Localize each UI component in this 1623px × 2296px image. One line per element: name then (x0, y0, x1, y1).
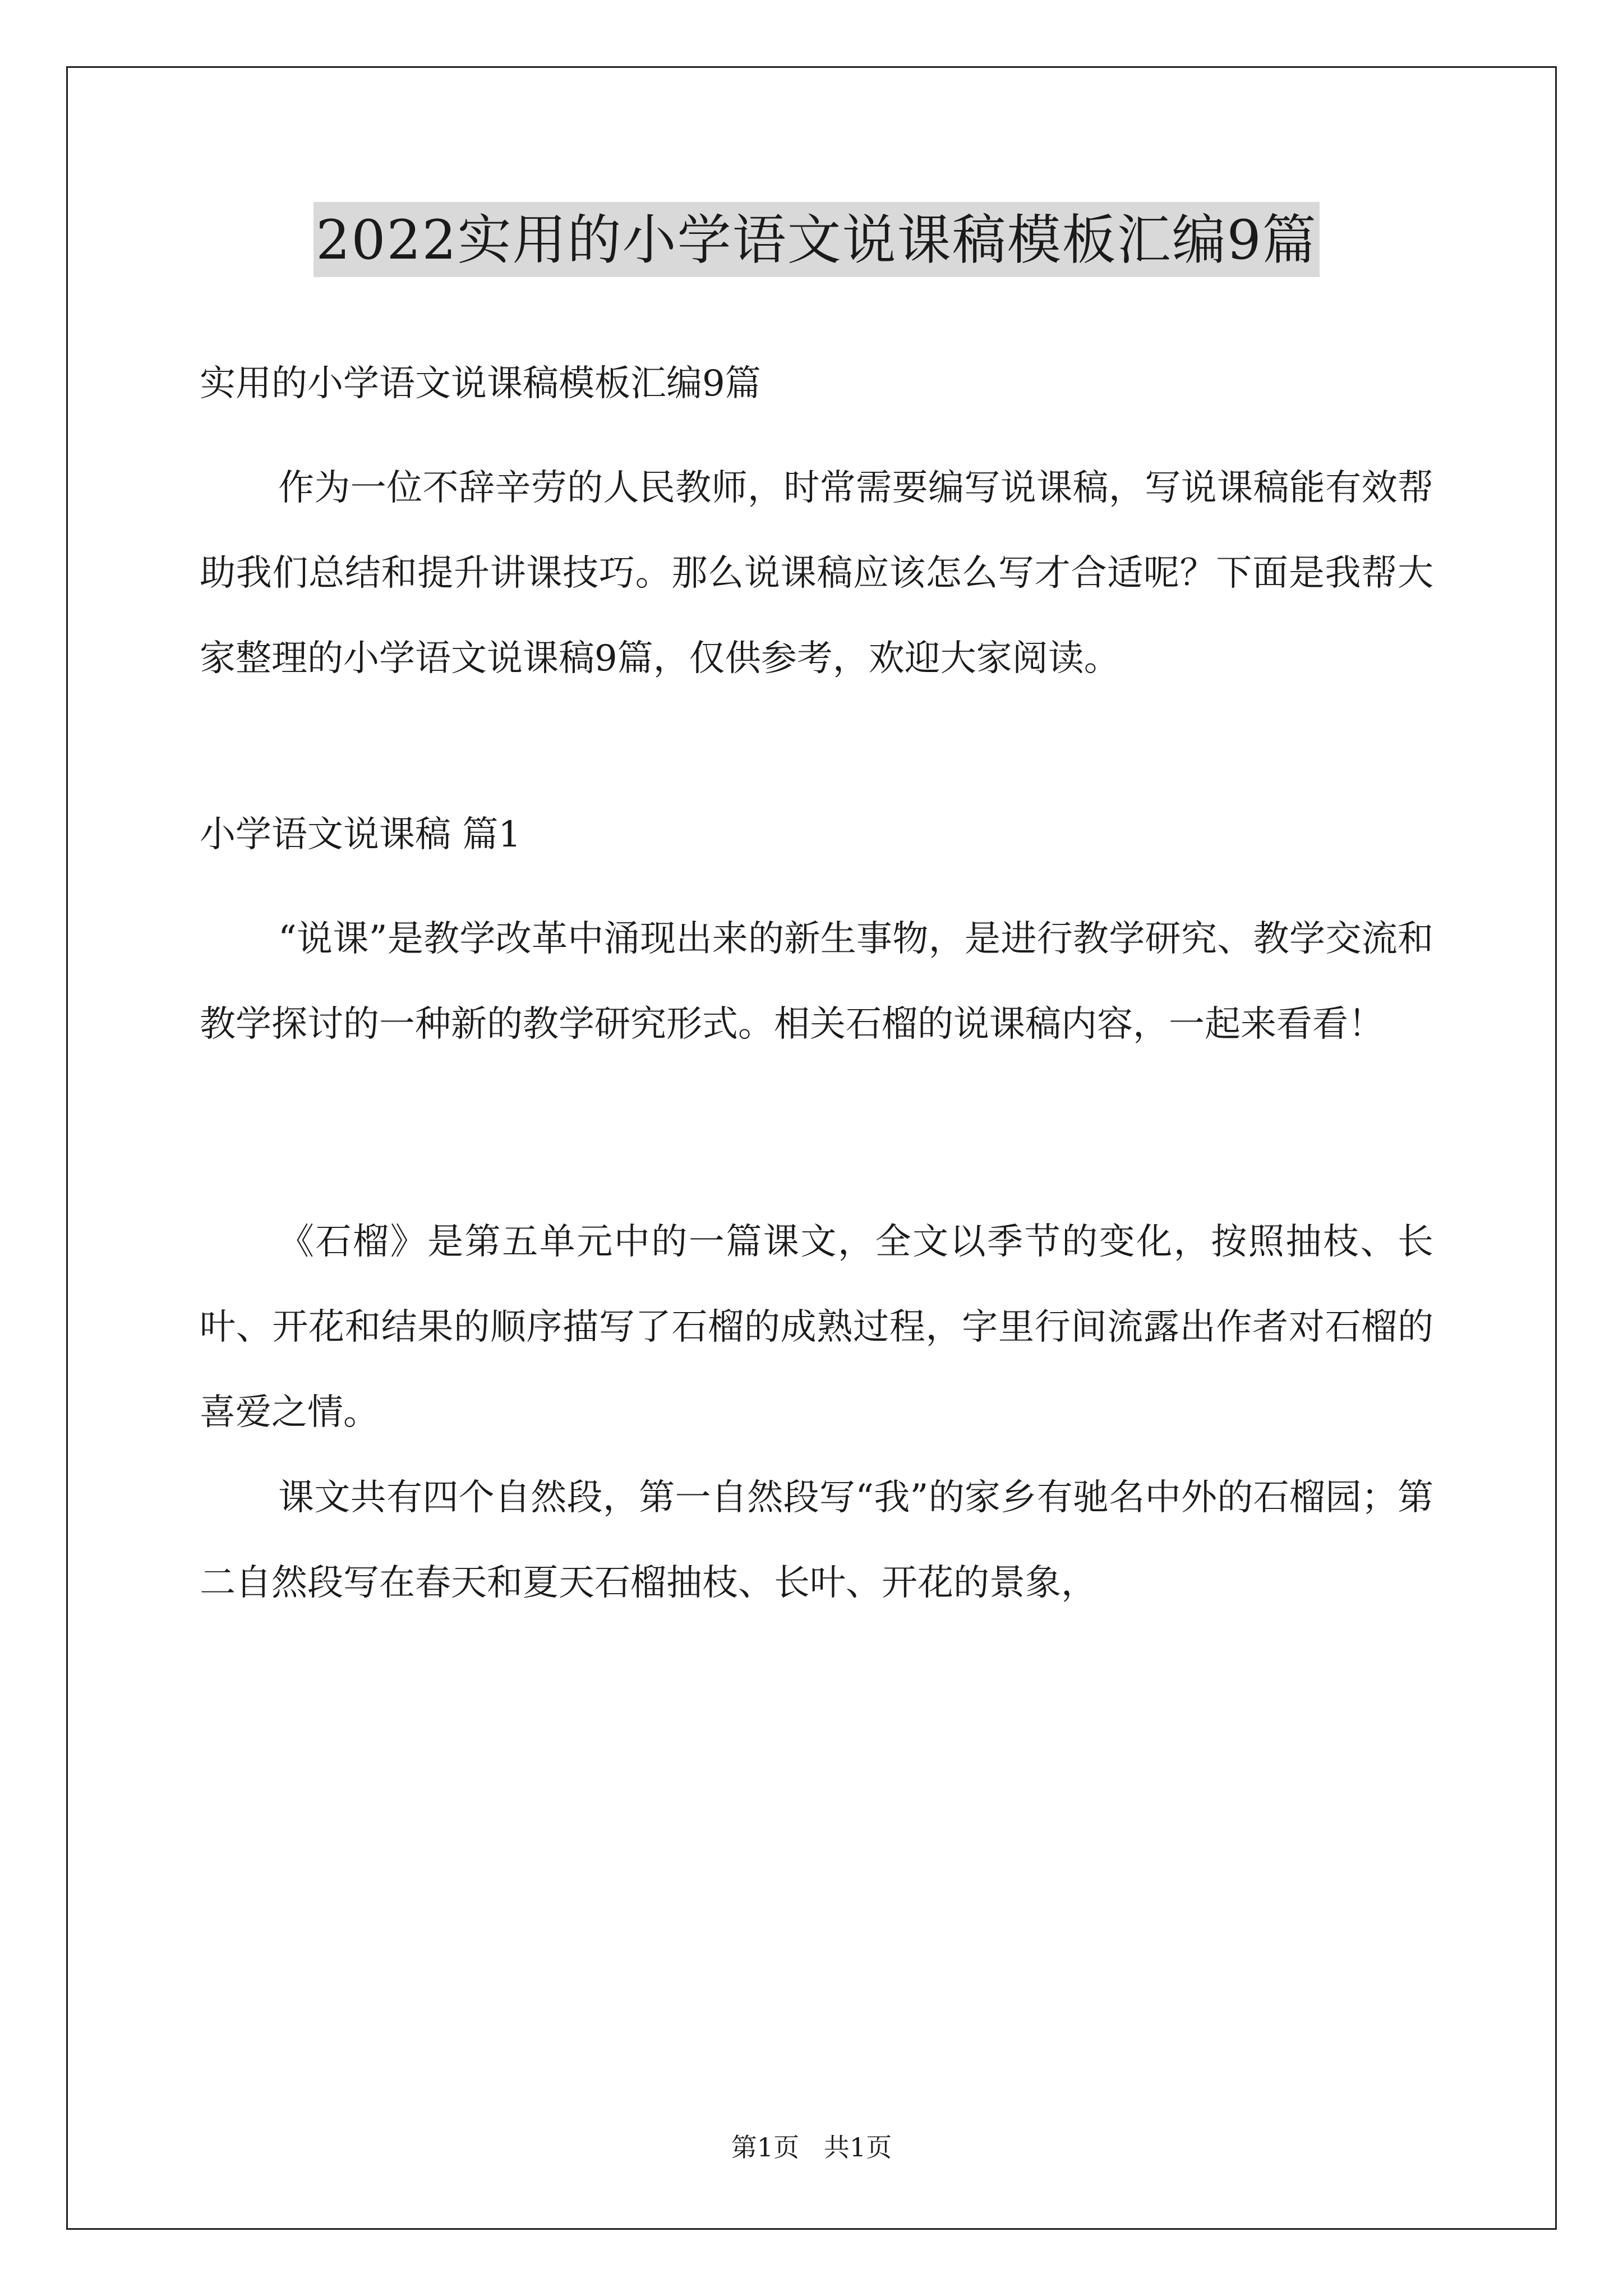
page-footer: 第1页 共1页 (731, 2132, 892, 2162)
section-paragraph-1: “说课”是教学改革中涌现出来的新生事物，是进行教学研究、教学交流和教学探讨的一种新的教学研究形式。相关石榴的说课稿内容，一起来看看！ (200, 918, 1433, 1045)
section-paragraph-2: 《石榴》是第五单元中的一篇课文，全文以季节的变化，按照抽枝、长叶、开花和结果的顺序描写了石榴的成熟过程，字里行间流露出作者对石榴的喜爱之情。 (200, 1221, 1433, 1433)
section-paragraph-3: 课文共有四个自然段，第一自然段写“我”的家乡有驰名中外的石榴园；第二自然段写在春天和夏天石榴抽枝、长叶、开花的景象， (200, 1477, 1433, 1604)
intro-paragraph: 作为一位不辞辛劳的人民教师，时常需要编写说课稿，写说课稿能有效帮助我们总结和提升讲课技巧。那么说课稿应该怎么写才合适呢？下面是我帮大家整理的小学语文说课稿9篇，仅供参考，欢迎大家阅读。 (200, 467, 1433, 679)
document-title: 2022实用的小学语文说课稿模板汇编9篇 (313, 202, 1319, 277)
document-body (200, 202, 1433, 1626)
section-heading: 小学语文说课稿 篇1 (200, 814, 522, 855)
document-subtitle: 实用的小学语文说课稿模板汇编9篇 (200, 363, 761, 404)
title-wrapper (177, 202, 1456, 277)
